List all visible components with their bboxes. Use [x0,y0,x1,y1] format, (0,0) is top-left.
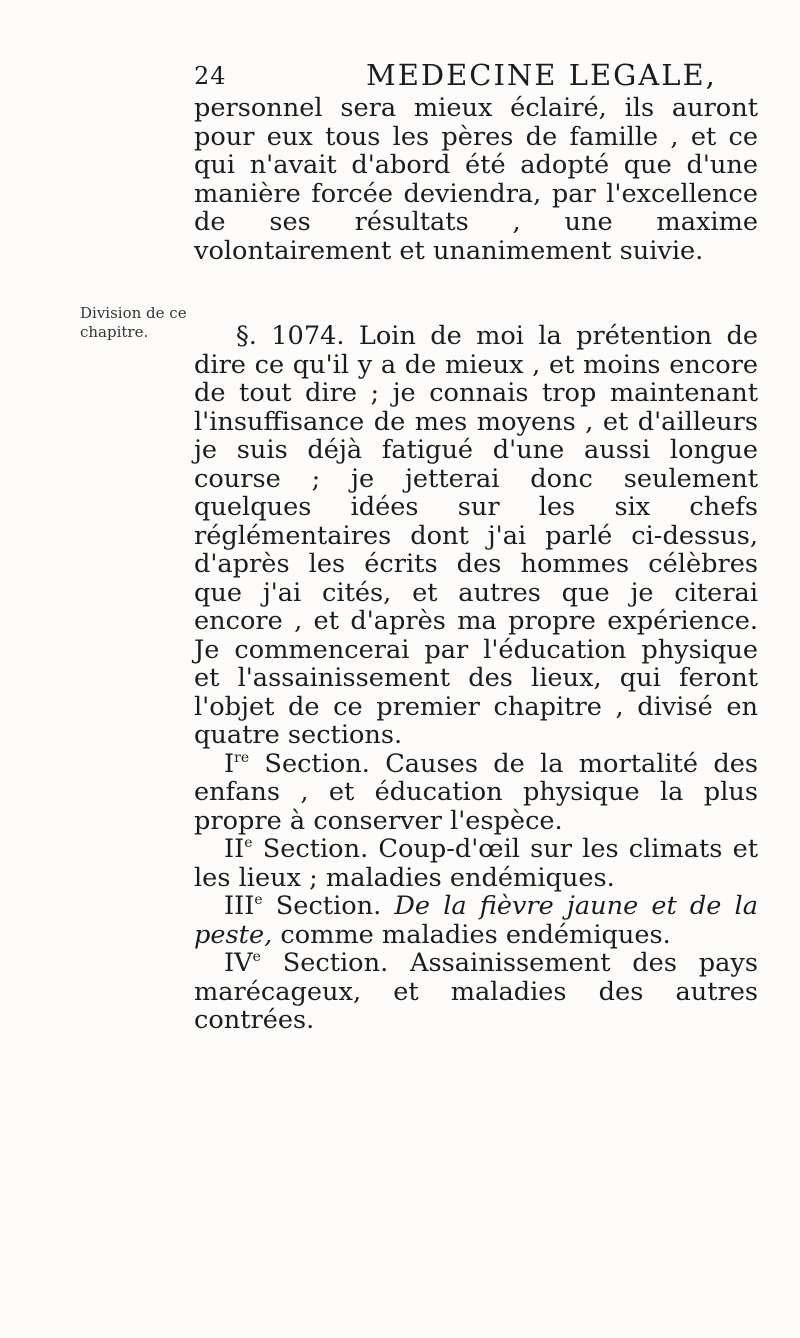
section-text: Section. Causes de la mortalité des enfans , et éducation physique la plus propre à conserver l'espèce. [194,748,759,836]
section-numeral-suffix: e [244,835,253,851]
page-number: 24 [194,62,227,90]
section-numeral-suffix: e [254,892,263,908]
section-text: Section. Coup-d'œil sur les climats et les lieux ; maladies endémiques. [194,834,759,893]
section-text: Section. Assainissement des pays marécageux, et maladies des autres contrées. [194,948,758,1035]
section-numeral: I [224,748,235,779]
section-entry-1 [194,750,758,836]
running-title: MEDECINE LEGALE, [366,58,717,92]
section-text-after: comme maladies endémiques. [272,919,671,950]
section-numeral: III [224,891,255,921]
section-numeral: IV [224,948,253,978]
section-numeral-suffix: e [252,949,261,965]
section-entry-4 [194,949,758,1035]
page-header [194,58,754,98]
section-numeral-suffix: re [234,749,250,766]
section-text-before: Section. [275,891,395,921]
section-numeral: II [224,834,245,864]
body-text [194,94,758,1035]
section-entry-2 [194,835,758,892]
margin-note: Division de ce chapitre. [80,304,187,341]
section-entry-3 [194,892,758,949]
section-text-italic: De la fièvre jaune et de la peste, [194,891,758,950]
paragraph-continuation: personnel sera mieux éclairé, ils auront pour eux tous les pères de famille , et ce qui n'avait d'abord été adopté que d'une manière forcée deviendra, par l'excellence de ses résultats , une maxime volontairement et unanimement suivie. [194,93,758,266]
paragraph-1074: §. 1074. Loin de moi la prétention de dire ce qu'il y a de mieux , et moins encore de tout dire ; je connais trop maintenant l'insuffisance de mes moyens , et d'ailleurs je suis déjà fatigué d'une aussi longue course ; je jetterai donc seulement quelques idées sur les six chefs réglémentaires dont j'ai parlé ci-dessus, d'après les écrits des hommes célèbres que j'ai cités, et autres que je citerai encore , et d'après ma propre expérience. Je commencerai par l'éducation physique et l'assainissement des lieux, qui feront l'objet de ce premier chapitre , divisé en quatre sections. [194,321,758,750]
